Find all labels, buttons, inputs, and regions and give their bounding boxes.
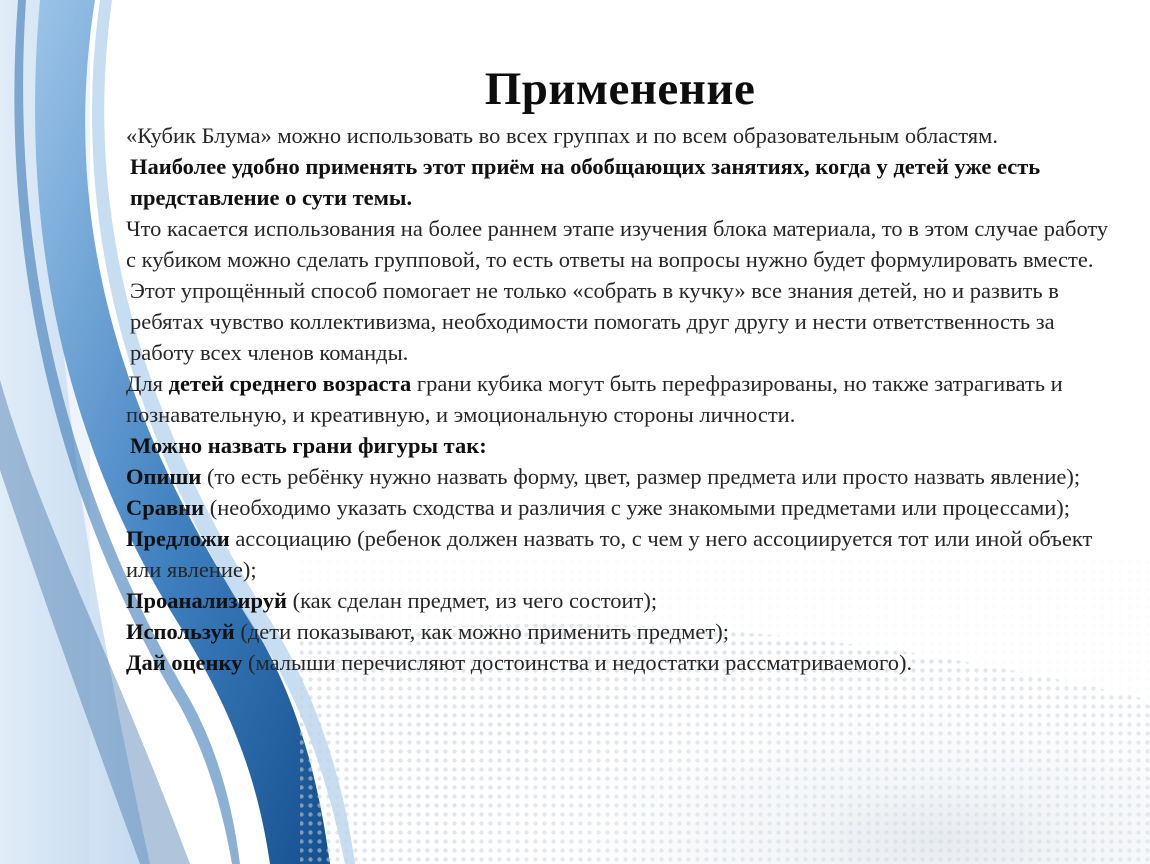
slide-body	[126, 120, 1116, 678]
face-item	[126, 616, 1116, 647]
middle-age-post: грани кубика могут быть перефразированы, но также затрагивать и познавательную, и креативную, и эмоциональную стороны личности.	[126, 371, 1063, 427]
face-desc: (дети показывают, как можно применить предмет);	[234, 619, 729, 644]
face-item	[126, 523, 1116, 585]
paragraph-best-use: Наиболее удобно применять этот приём на обобщающих занятиях, когда у детей уже есть представление о сути темы.	[130, 154, 1041, 210]
face-item	[126, 585, 1116, 616]
paragraph-intro: «Кубик Блума» можно использовать во всех группах и по всем образовательным областям.	[126, 123, 998, 148]
face-desc: ассоциацию (ребенок должен назвать то, с чем у него ассоциируется тот или иной объект или явление);	[126, 526, 1093, 582]
face-term: Предложи	[126, 526, 230, 551]
face-desc: (малыши перечисляют достоинства и недостатки рассматриваемого).	[242, 650, 913, 675]
paragraph-middle-age	[126, 368, 1116, 430]
face-desc: (то есть ребёнку нужно назвать форму, цвет, размер предмета или просто назвать явление);	[201, 464, 1081, 489]
paragraph-simplified: Этот упрощённый способ помогает не только «собрать в кучку» все знания детей, но и развить в ребятах чувство коллективизма, необходимости помогать друг другу и нести ответственность за работу всех членов команды.	[130, 278, 1059, 365]
face-item	[126, 492, 1116, 523]
face-term: Сравни	[126, 495, 205, 520]
face-item	[126, 647, 1116, 678]
face-term: Проанализируй	[126, 588, 287, 613]
paragraph-early-stage: Что касается использования на более раннем этапе изучения блока материала, то в этом случае работу с кубиком можно сделать групповой, то есть ответы на вопросы нужно будет формулировать вместе.	[126, 216, 1109, 272]
middle-age-bold: детей среднего возраста	[168, 371, 412, 396]
face-item	[126, 461, 1116, 492]
slide-title: Применение	[484, 63, 756, 115]
face-desc: (как сделан предмет, из чего состоит);	[286, 588, 658, 613]
paragraph-faces-intro: Можно назвать грани фигуры так:	[130, 433, 487, 458]
middle-age-pre: Для	[126, 371, 169, 396]
face-term: Дай оценку	[126, 650, 243, 675]
face-term: Опиши	[126, 464, 202, 489]
face-desc: (необходимо указать сходства и различия с уже знакомыми предметами или процессами);	[204, 495, 1070, 520]
face-term: Используй	[126, 619, 235, 644]
